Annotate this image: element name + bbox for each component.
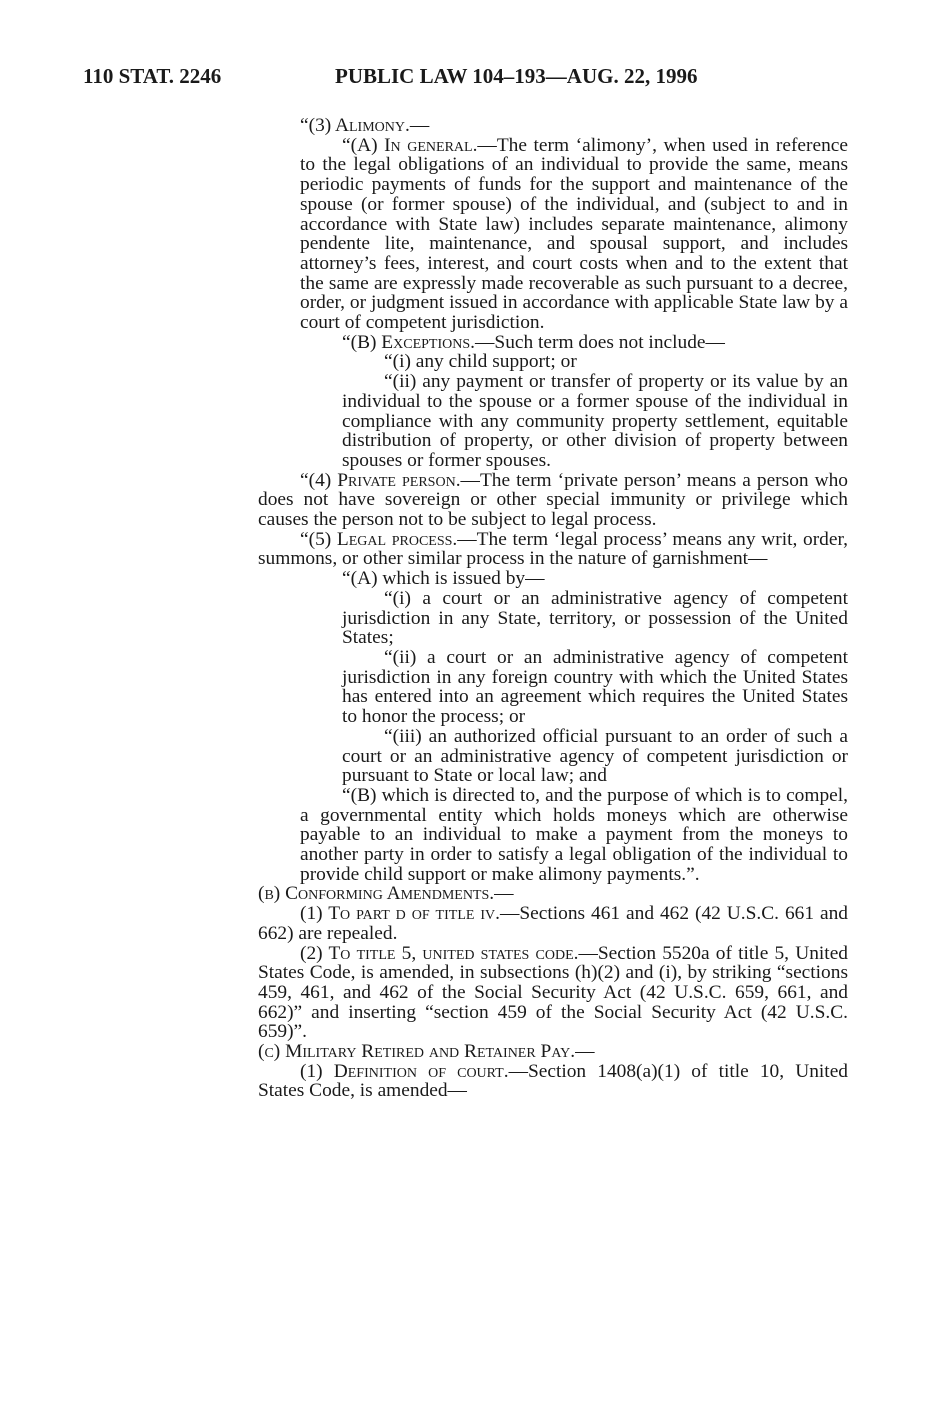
paragraph-text: —Section 5520a of title 5, United States Code, is amended, in subsections (h)(2) and (i), by striking “sections 459, 461, and 462 of the Social Security Act (42 U.S.C. 659, 661, and 662)” and inserting “section 459 of the Social Security Act (42 U.S.C. 659)”. <box>258 942 848 1043</box>
paragraph-conforming-amendments: (b) Conforming Amendments.— <box>258 883 514 905</box>
paragraph-issued-by-iii: “(iii) an authorized official pursuant to an order of such a court or an administrative agency of competent jurisdiction or pursuant to State or local law; and <box>342 725 848 787</box>
paragraph-title-5 <box>258 944 848 1043</box>
paragraph-text: —The term ‘private person’ means a person who does not have sovereign or other special immunity or privilege which causes the person not to be subject to legal process. <box>258 469 848 531</box>
paragraph-issued-by-i: “(i) a court or an administrative agency of competent jurisdiction in any State, territory, or possession of the United States; <box>342 587 848 649</box>
paragraph-exception-ii: “(ii) any payment or transfer of property or its value by an individual to the spouse or a former spouse of the individual in compliance with any community property settlement, equitable distribution of property, or other division of property between spouses or former spouses. <box>342 371 848 471</box>
paragraph-alimony-in-general <box>258 136 848 333</box>
paragraph-military-retired-pay: (c) Military Retired and Retainer Pay.— <box>258 1041 595 1063</box>
inline-heading: “(5) Legal process. <box>300 528 458 550</box>
body-text <box>258 116 848 1101</box>
paragraph-definition-of-court <box>258 1062 848 1101</box>
paragraph-text: —The term ‘alimony’, when used in reference to the legal obligations of an individual to provide the same, means periodic payments of funds for the support and maintenance of the spouse (or former spouse) of the individual, and (subject to and in accordance with State law) includes separate maintenance, alimony pendente lite, maintenance, and spousal support, and includes attorney’s fees, interest, and court costs when and to the extent that the same are expressly made recoverable as such pursuant to a decree, order, or judgment issued in accordance with applicable State law by a court of competent jurisdiction. <box>300 134 848 334</box>
paragraph-exception-i: “(i) any child support; or <box>384 351 577 373</box>
inline-heading: “(4) Private person. <box>300 469 461 491</box>
public-law-title: PUBLIC LAW 104–193—AUG. 22, 1996 <box>335 64 698 88</box>
paragraph-legal-process <box>258 530 848 569</box>
inline-heading: “(B) Exceptions. <box>342 331 476 353</box>
inline-heading: (1) To part d of title iv. <box>300 903 500 925</box>
inline-heading: (2) To title 5, united states code. <box>300 942 579 964</box>
paragraph-exceptions <box>258 333 848 353</box>
statute-citation: 110 STAT. 2246 <box>83 64 222 88</box>
inline-heading: (1) Definition of court. <box>300 1060 509 1082</box>
paragraph-private-person <box>258 471 848 530</box>
paragraph-text: —Section 1408(a)(1) of title 10, United States Code, is amended— <box>258 1060 848 1102</box>
paragraph-text: —Sections 461 and 462 (42 U.S.C. 661 and 662) are repealed. <box>258 903 848 944</box>
page-header <box>83 64 863 94</box>
paragraph-issued-by: “(A) which is issued by— <box>342 568 545 590</box>
paragraph-text: —Such term does not include— <box>475 331 725 353</box>
inline-heading: “(A) In general. <box>342 134 478 156</box>
paragraph-part-d-title-iv <box>258 904 848 943</box>
paragraph-issued-by-ii: “(ii) a court or an administrative agency of competent jurisdiction in any foreign country with which the United States has entered into an agreement which requires the United States to honor the process; or <box>342 646 848 728</box>
paragraph-alimony-heading: “(3) Alimony.— <box>300 115 430 136</box>
paragraph-directed-to: “(B) which is directed to, and the purpose of which is to compel, a governmental entity which holds moneys which are otherwise payable to an individual to make a payment from the moneys to another party in order to satisfy a legal obligation of the individual to provide child support or make alimony payments.”. <box>300 784 848 885</box>
paragraph-text: —The term ‘legal process’ means any writ, order, summons, or other similar process in the nature of garnishment— <box>258 528 848 570</box>
